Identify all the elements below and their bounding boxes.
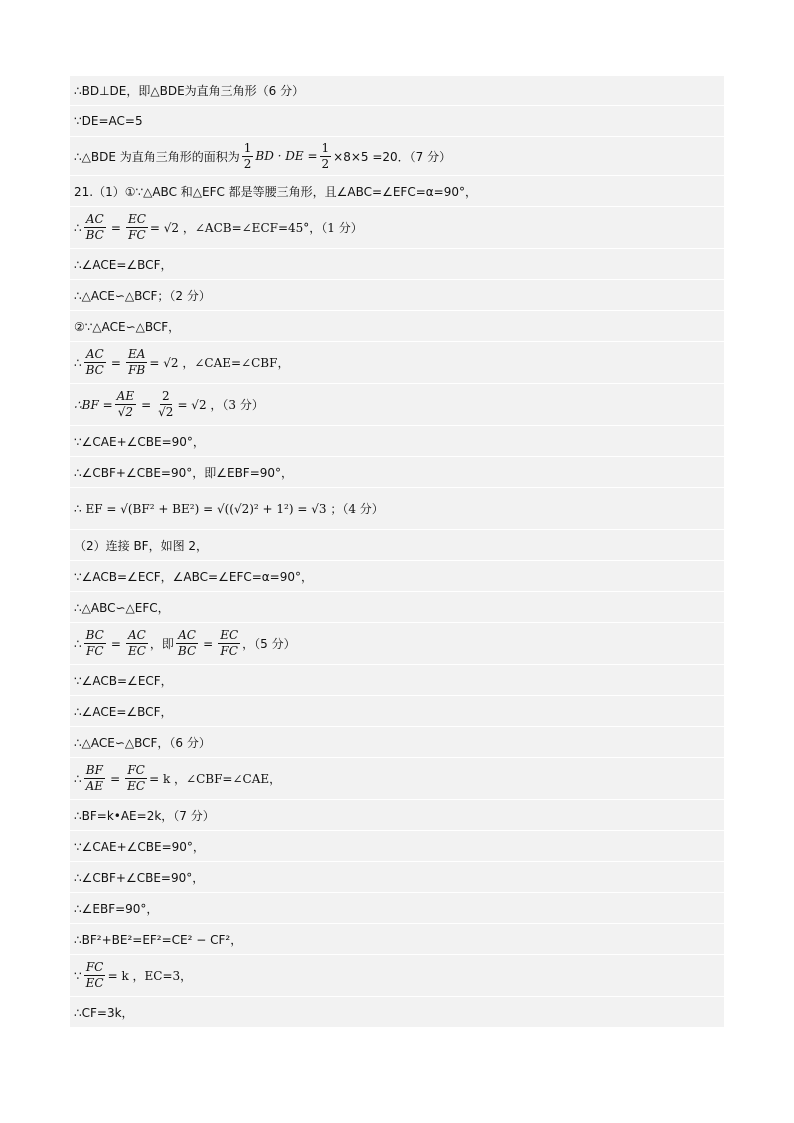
denominator: BC (85, 363, 104, 377)
line-text: ∴△BDE 为直角三角形的面积为 (74, 149, 240, 164)
line-text: = √2 ，∠ACB=∠ECF=45°，（1 分） (149, 221, 363, 235)
line-text: ∴ (74, 771, 82, 786)
line-text: ∴BF=k•AE=2k，（7 分） (74, 808, 215, 823)
numerator: AC (85, 212, 104, 226)
denominator: EC (127, 779, 146, 793)
line-text: ∵∠CAE+∠CBE=90°， (74, 434, 205, 449)
solution-line (70, 311, 724, 342)
equals-sign: = (110, 771, 121, 786)
line-text: ∴BF²+BE²=EF²=CE² − CF²， (74, 932, 243, 947)
fraction (115, 389, 136, 420)
solution-line (70, 561, 724, 592)
denominator: √2 (117, 405, 134, 419)
line-text: ∵DE=AC=5 (74, 114, 143, 128)
denominator: EC (127, 644, 146, 658)
line-text: ∴ (74, 636, 82, 651)
denominator: BC (85, 228, 104, 242)
numerator: 2 (161, 389, 170, 403)
solution-line (70, 384, 724, 426)
line-text: ∴△ABC∽△EFC， (74, 600, 170, 615)
line-text: = √2 ，（3 分） (177, 398, 264, 412)
fraction (320, 141, 332, 172)
numerator: EC (220, 628, 239, 642)
fraction (176, 628, 198, 659)
solution-line (70, 623, 724, 665)
denominator: FC (220, 644, 238, 658)
solution-line (70, 280, 724, 311)
numerator: 1 (243, 140, 252, 155)
line-text: ∴CF=3k， (74, 1005, 134, 1020)
line-text: ，（5 分） (242, 637, 296, 651)
line-text: ∵∠ACB=∠ECF，∠ABC=∠EFC=α=90°， (74, 569, 314, 584)
denominator: FC (128, 228, 146, 242)
solution-line (70, 207, 724, 249)
numerator: FC (85, 960, 104, 974)
numerator: FC (127, 763, 145, 777)
solution-line (70, 862, 724, 893)
solution-line (70, 530, 724, 561)
numerator: AC (127, 628, 146, 642)
solution-line (70, 924, 724, 955)
line-text: ∴∠CBF+∠CBE=90°， (74, 870, 205, 885)
solution-line (70, 997, 724, 1028)
line-text: ∴△ACE∽△BCF，（6 分） (74, 735, 211, 750)
numerator: BF (85, 763, 103, 777)
math-expression: BD · DE = (255, 149, 318, 163)
line-text: = √2 ，∠CAE=∠CBF， (149, 356, 290, 370)
numerator: AE (116, 389, 135, 403)
solution-line (70, 342, 724, 384)
fraction (218, 628, 240, 659)
denominator: 2 (321, 156, 330, 171)
solution-line (70, 665, 724, 696)
numerator: BC (85, 628, 104, 642)
solution-line (70, 488, 724, 530)
solution-line (70, 893, 724, 924)
denominator: FB (128, 363, 146, 377)
numerator: AC (85, 347, 104, 361)
line-text: ∴BD⊥DE，即△BDE为直角三角形（6 分） (74, 84, 305, 98)
fraction (84, 763, 105, 794)
solution-line (70, 955, 724, 997)
denominator: √2 (158, 405, 174, 419)
numerator: AC (178, 628, 196, 642)
solution-line (70, 727, 724, 758)
denominator: EC (85, 976, 104, 990)
solution-line (70, 696, 724, 727)
math-expression: ∴ EF = √(BF² + BE²) = √((√2)² + 1²) = √3 ；（4 分） (74, 502, 384, 516)
solution-line (70, 76, 724, 106)
line-text: ∴ (74, 220, 82, 235)
equals-sign: = (141, 397, 152, 412)
solution-line (70, 831, 724, 862)
line-text: ∴∠ACE=∠BCF， (74, 704, 173, 719)
line-text: = k ，EC=3， (107, 969, 193, 983)
equals-sign: = (110, 220, 121, 235)
line-text: ∴∠CBF+∠CBE=90°，即∠EBF=90°， (74, 465, 294, 480)
line-text: ，即 (149, 637, 174, 651)
solution-line (70, 592, 724, 623)
numerator: 1 (321, 140, 330, 155)
line-text: = k ，∠CBF=∠CAE， (149, 772, 282, 786)
solution-line (70, 176, 724, 207)
fraction (156, 389, 175, 420)
fraction (84, 960, 106, 991)
solution-line (70, 106, 724, 137)
line-text: ∴ (74, 355, 82, 370)
numerator: EC (127, 212, 146, 226)
fraction (126, 347, 147, 378)
solution-line (70, 758, 724, 800)
line-text: ×8×5 =20．（7 分） (333, 149, 452, 164)
numerator: EA (127, 347, 146, 361)
fraction (84, 212, 106, 243)
line-text: ∴∠ACE=∠BCF， (74, 257, 173, 272)
line-text: ∴△ACE∽△BCF；（2 分） (74, 288, 211, 303)
solution-line (70, 426, 724, 457)
solution-sheet (70, 76, 724, 1028)
math-expression: ∴BF = (74, 397, 113, 412)
line-text: ∴∠EBF=90°， (74, 901, 159, 916)
line-text: ②∵△ACE∽△BCF， (74, 319, 181, 334)
line-text: （2）连接 BF，如图 2， (74, 538, 209, 553)
fraction (126, 212, 148, 243)
fraction (84, 628, 106, 659)
line-text: ∵∠ACB=∠ECF， (74, 673, 173, 688)
denominator: FC (86, 644, 104, 658)
denominator: 2 (243, 156, 252, 171)
denominator: AE (85, 779, 104, 793)
line-text: ∵ (74, 968, 82, 983)
fraction (125, 763, 147, 794)
line-text: 21.（1）①∵△ABC 和△EFC 都是等腰三角形，且∠ABC=∠EFC=α=90°， (74, 184, 478, 199)
denominator: BC (177, 644, 197, 658)
fraction (242, 141, 254, 172)
solution-line (70, 137, 724, 176)
equals-sign: = (110, 355, 121, 370)
equals-sign: = (110, 636, 121, 651)
line-text: ∵∠CAE+∠CBE=90°， (74, 839, 205, 854)
equals-sign: = (203, 636, 214, 651)
solution-line (70, 457, 724, 488)
fraction (84, 347, 106, 378)
fraction (126, 628, 148, 659)
solution-line (70, 800, 724, 831)
solution-line (70, 249, 724, 280)
